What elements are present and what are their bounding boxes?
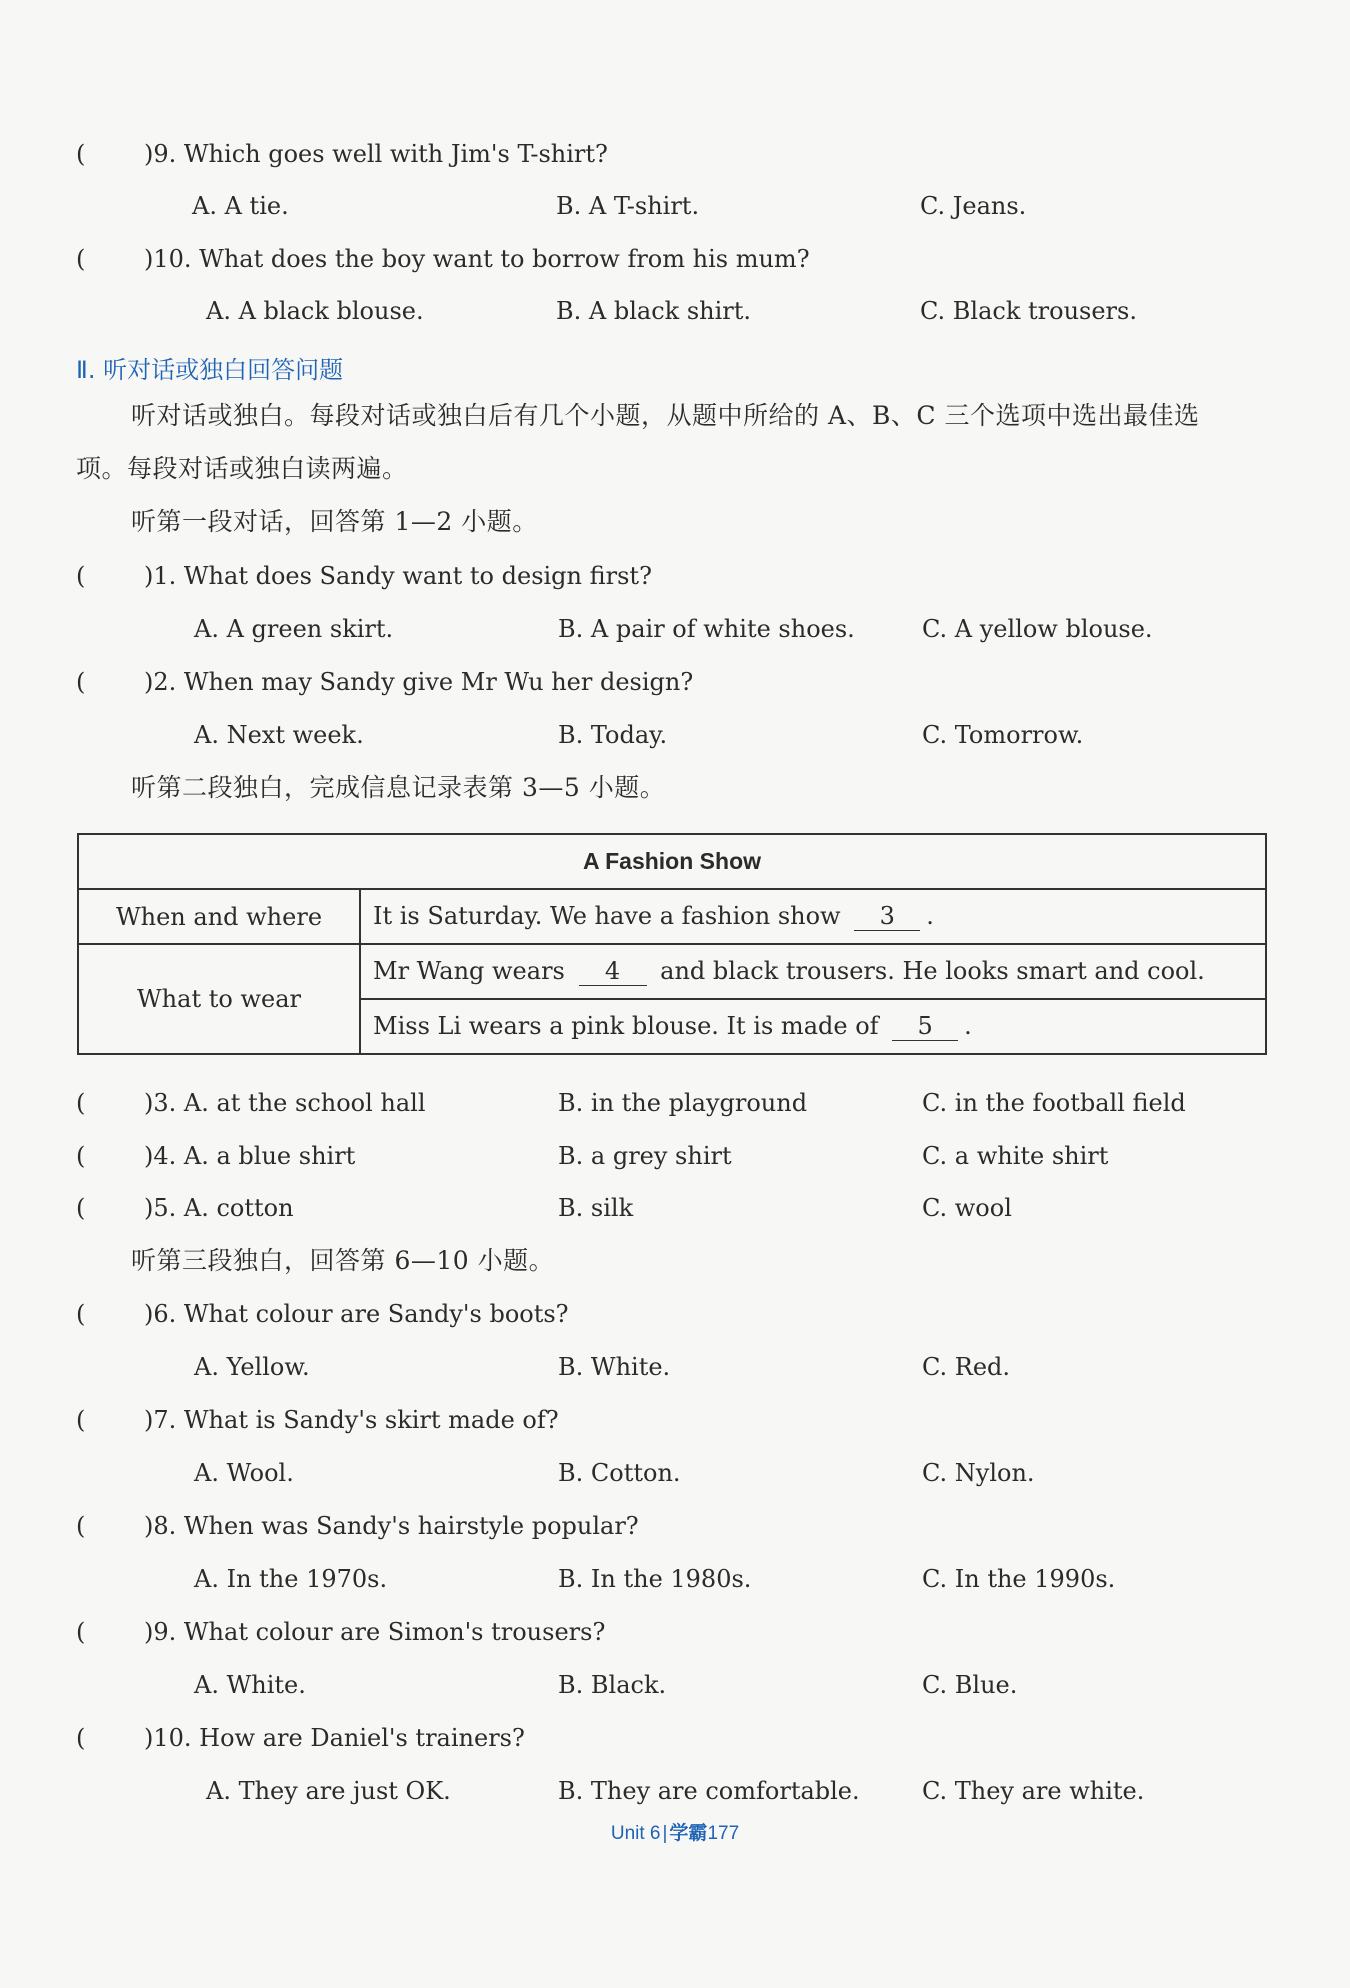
answer-paren: ( <box>76 1724 86 1752</box>
info-table <box>77 833 1267 1055</box>
question-row <box>0 1085 1350 1121</box>
option-a: A. Wool. <box>194 1459 294 1487</box>
option-c: C. In the 1990s. <box>922 1565 1116 1593</box>
question-row <box>0 1138 1350 1174</box>
answer-paren: ( <box>76 1512 86 1540</box>
question-stem: )1. What does Sandy want to design first? <box>144 562 652 590</box>
question-row <box>0 241 1350 277</box>
answer-paren: ( <box>76 1618 86 1646</box>
question-row <box>0 1720 1350 1756</box>
option-a: A. A tie. <box>192 192 289 220</box>
page-footer <box>0 1818 1350 1845</box>
question-row <box>0 1402 1350 1438</box>
option-b: B. A pair of white shoes. <box>558 615 855 643</box>
option-c: C. wool <box>922 1194 1012 1222</box>
answer-paren: ( <box>76 668 86 696</box>
question-stem: )3. A. at the school hall <box>144 1089 426 1117</box>
option-b: B. In the 1980s. <box>558 1565 752 1593</box>
option-a: A. Yellow. <box>194 1353 310 1381</box>
cell-text: It is Saturday. We have a fashion show <box>373 902 841 930</box>
part-intro: 听第一段对话，回答第 1—2 小题。 <box>131 507 538 536</box>
options-row <box>0 1455 1350 1491</box>
question-row <box>0 664 1350 700</box>
option-b: B. A black shirt. <box>556 297 752 325</box>
option-c: C. A yellow blouse. <box>922 615 1153 643</box>
instruction-line: 听对话或独白。每段对话或独白后有几个小题，从题中所给的 A、B、C 三个选项中选出最佳选 <box>131 401 1200 430</box>
option-c: C. Nylon. <box>922 1459 1035 1487</box>
part-intro: 听第二段独白，完成信息记录表第 3—5 小题。 <box>131 773 666 802</box>
cell-text: . <box>964 1012 972 1040</box>
option-b: B. They are comfortable. <box>558 1777 860 1805</box>
option-c: C. in the football field <box>922 1089 1186 1117</box>
table-cell <box>360 999 1266 1054</box>
cell-text: Mr Wang wears <box>373 957 565 985</box>
table-cell <box>360 889 1266 944</box>
answer-paren: ( <box>76 1194 86 1222</box>
option-b: B. Today. <box>558 721 668 749</box>
option-b: B. in the playground <box>558 1089 808 1117</box>
question-stem: )8. When was Sandy's hairstyle popular? <box>144 1512 639 1540</box>
option-a: A. A black blouse. <box>206 297 424 325</box>
answer-paren: ( <box>76 1089 86 1117</box>
question-stem: )10. What does the boy want to borrow from his mum? <box>144 245 810 273</box>
answer-paren: ( <box>76 1406 86 1434</box>
options-row <box>0 1561 1350 1597</box>
options-row <box>0 1349 1350 1385</box>
option-b: B. Cotton. <box>558 1459 681 1487</box>
options-row <box>0 293 1350 329</box>
table-cell <box>360 944 1266 999</box>
question-stem: )2. When may Sandy give Mr Wu her design? <box>144 668 694 696</box>
answer-paren: ( <box>76 562 86 590</box>
option-c: C. Black trousers. <box>920 297 1137 325</box>
options-row <box>0 611 1350 647</box>
answer-paren: ( <box>76 140 86 168</box>
answer-blank[interactable]: 5 <box>892 1012 958 1041</box>
question-row <box>0 1508 1350 1544</box>
options-row <box>0 188 1350 224</box>
question-stem: )5. A. cotton <box>144 1194 294 1222</box>
cell-text: . <box>926 902 934 930</box>
option-a: A. They are just OK. <box>206 1777 451 1805</box>
option-b: B. a grey shirt <box>558 1142 732 1170</box>
section-title: Ⅱ. 听对话或独白回答问题 <box>76 356 344 384</box>
option-a: A. White. <box>194 1671 306 1699</box>
brand-logo: 学霸 <box>669 1823 708 1844</box>
option-a: A. Next week. <box>194 721 364 749</box>
cell-text: Miss Li wears a pink blouse. It is made of <box>373 1012 879 1040</box>
instruction-line: 项。每段对话或独白读两遍。 <box>76 454 408 483</box>
unit-label: Unit 6 <box>610 1823 661 1844</box>
option-c: C. a white shirt <box>922 1142 1109 1170</box>
table-label: When and where <box>78 889 360 944</box>
question-stem: )9. What colour are Simon's trousers? <box>144 1618 606 1646</box>
option-c: C. They are white. <box>922 1777 1145 1805</box>
option-a: A. In the 1970s. <box>194 1565 388 1593</box>
answer-paren: ( <box>76 245 86 273</box>
question-stem: )7. What is Sandy's skirt made of? <box>144 1406 559 1434</box>
answer-paren: ( <box>76 1142 86 1170</box>
question-row <box>0 1190 1350 1226</box>
page-number: 177 <box>707 1823 740 1844</box>
question-stem: )9. Which goes well with Jim's T-shirt? <box>144 140 608 168</box>
option-c: C. Jeans. <box>920 192 1027 220</box>
answer-paren: ( <box>76 1300 86 1328</box>
option-b: B. White. <box>558 1353 671 1381</box>
option-b: B. Black. <box>558 1671 667 1699</box>
option-c: C. Blue. <box>922 1671 1018 1699</box>
question-stem: )4. A. a blue shirt <box>144 1142 356 1170</box>
question-stem: )6. What colour are Sandy's boots? <box>144 1300 569 1328</box>
option-a: A. A green skirt. <box>194 615 394 643</box>
option-c: C. Tomorrow. <box>922 721 1084 749</box>
options-row <box>0 717 1350 753</box>
footer-separator: | <box>662 1823 668 1844</box>
answer-blank[interactable]: 4 <box>579 957 647 986</box>
question-row <box>0 136 1350 172</box>
cell-text: and black trousers. He looks smart and cool. <box>660 957 1205 985</box>
options-row <box>0 1773 1350 1809</box>
question-row <box>0 558 1350 594</box>
table-label: What to wear <box>78 944 360 1054</box>
option-b: B. silk <box>558 1194 634 1222</box>
part-intro: 听第三段独白，回答第 6—10 小题。 <box>131 1246 555 1275</box>
options-row <box>0 1667 1350 1703</box>
question-row <box>0 1614 1350 1650</box>
question-stem: )10. How are Daniel's trainers? <box>144 1724 525 1752</box>
answer-blank[interactable]: 3 <box>854 902 920 931</box>
option-b: B. A T-shirt. <box>556 192 700 220</box>
question-row <box>0 1296 1350 1332</box>
option-c: C. Red. <box>922 1353 1011 1381</box>
table-title: A Fashion Show <box>78 834 1266 889</box>
